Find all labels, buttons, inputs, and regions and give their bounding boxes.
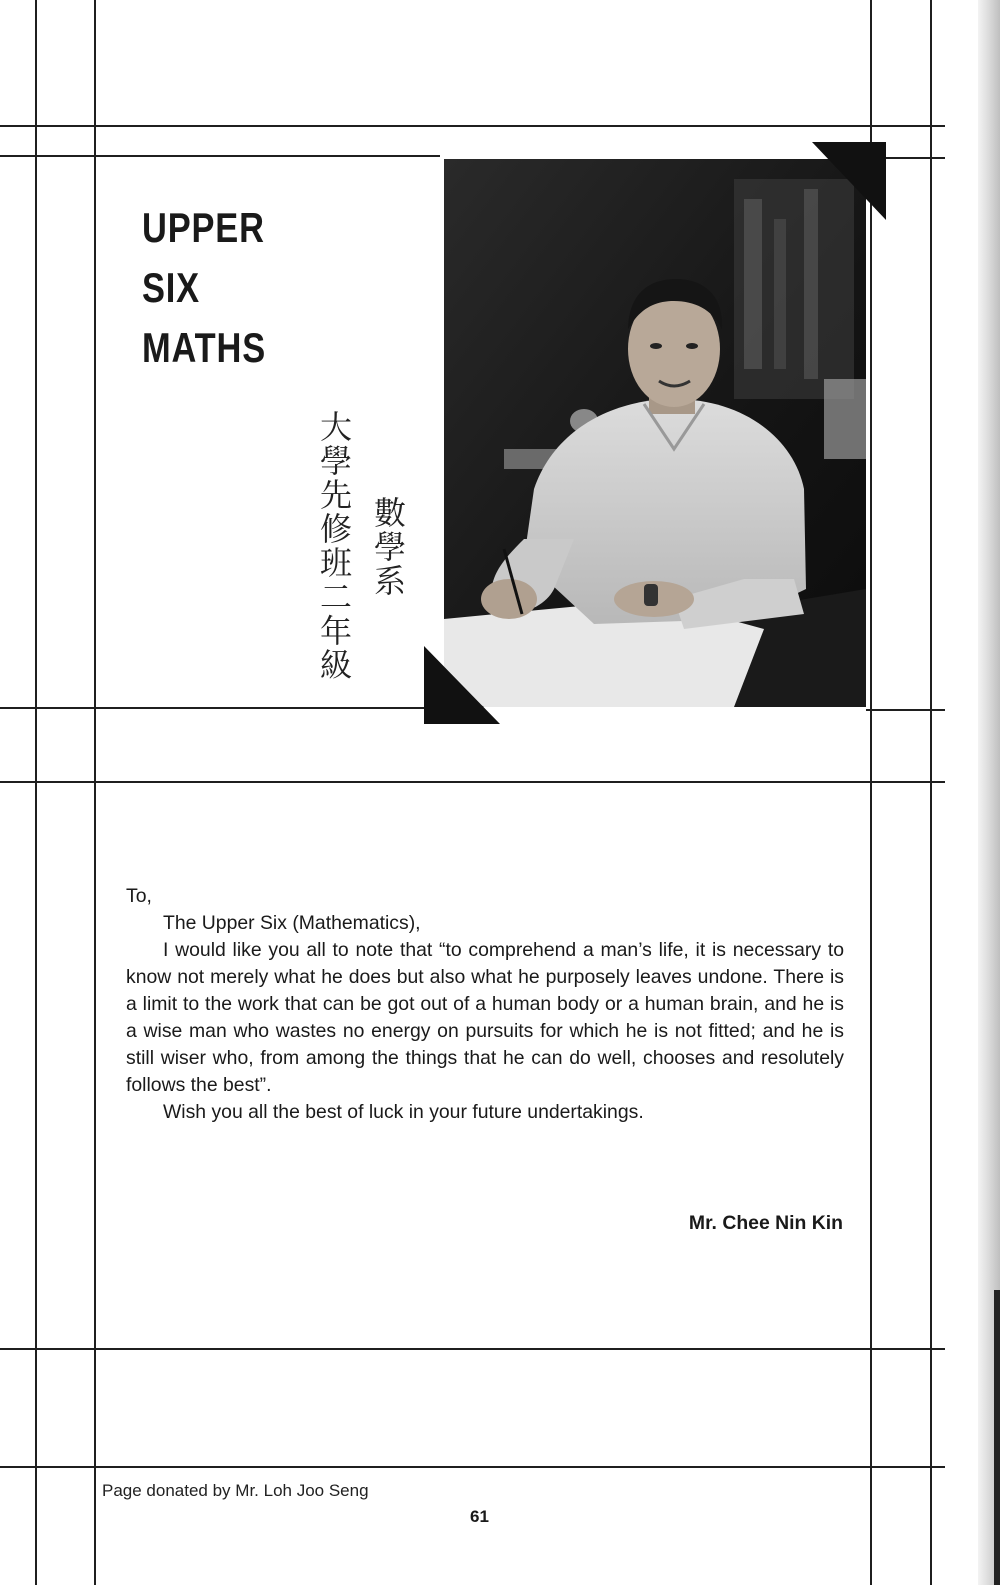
letter-closing: Wish you all the best of luck in your future undertakings. (163, 1101, 644, 1123)
chinese-department-title: 數學系 (369, 496, 407, 598)
section-heading (142, 198, 266, 378)
heading-line-maths: MATHS (142, 324, 266, 371)
letter-addressee: The Upper Six (Mathematics), (163, 912, 421, 934)
grid-line-h3 (0, 707, 430, 709)
grid-line-h2 (0, 155, 440, 157)
page-edge-dark (994, 1290, 1000, 1585)
grid-line-h2b (885, 157, 945, 159)
heading-line-upper: UPPER (142, 204, 265, 251)
letter-paragraph: I would like you all to note that “to comprehend a man’s life, it is necessary to know not merely what he does but also what he purposely leaves undone. There is a limit to the work that can be got out of a human body or a human brain, and he is a wise man who wastes no energy on pursuits for which he is not fitted; and he is still wiser who, from among the things that he can do well, chooses and resolutely follows the best”. (126, 939, 844, 1096)
chinese-class-title: 大學先修班二年級 (315, 410, 353, 682)
page-number: 61 (470, 1507, 489, 1526)
grid-line-h4 (0, 781, 945, 783)
grid-line-h6 (0, 1466, 945, 1468)
letter-salutation: To, (126, 885, 152, 907)
letter-signature: Mr. Chee Nin Kin (688, 1212, 843, 1234)
corner-triangle-bottom-left (424, 646, 500, 724)
teacher-photo (444, 159, 866, 707)
grid-line-h1 (0, 125, 945, 127)
portrait-photo-icon (444, 159, 866, 707)
letter-body (126, 883, 844, 1126)
grid-line-h3b (866, 709, 945, 711)
corner-triangle-top-right (812, 142, 886, 220)
page-donor-credit: Page donated by Mr. Loh Joo Seng (102, 1481, 369, 1500)
heading-line-six: SIX (142, 264, 200, 311)
grid-line-h5 (0, 1348, 945, 1350)
